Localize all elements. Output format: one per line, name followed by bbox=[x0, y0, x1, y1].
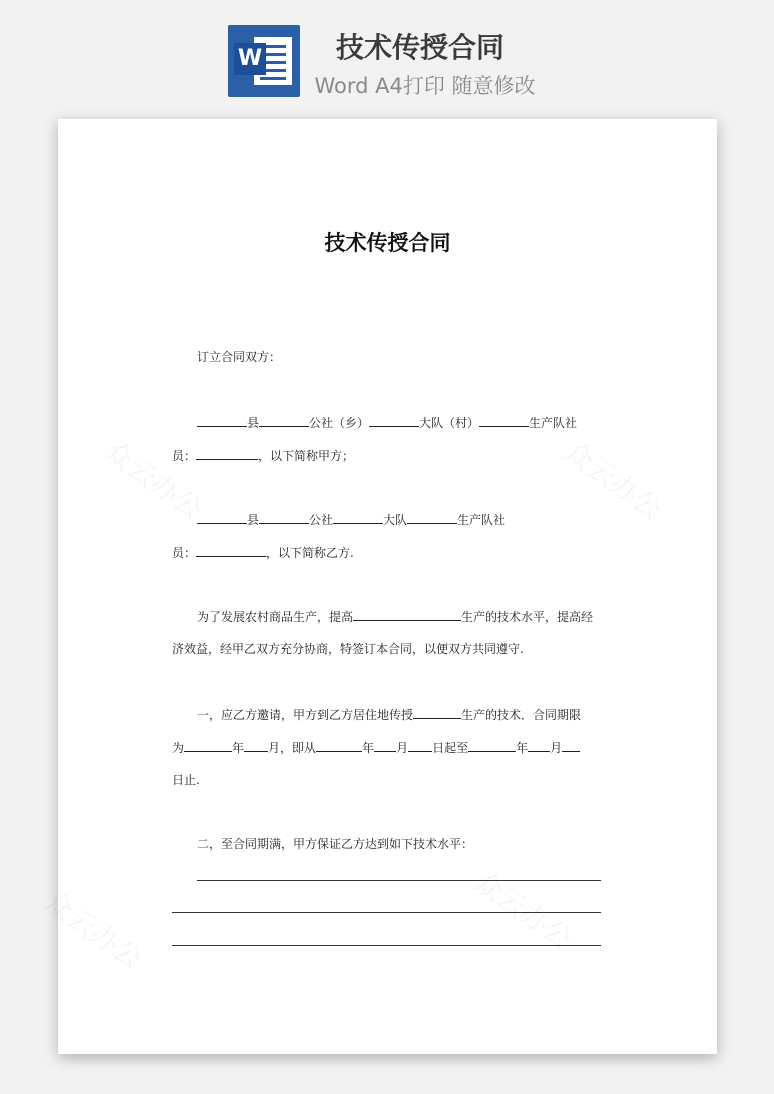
party-a-line-2: 员： ，以下简称甲方； bbox=[172, 449, 355, 463]
party-a-line-1: 县 公社（乡） 大队（村） 生产队社 bbox=[197, 414, 577, 431]
clause-2-line-1: 二，至合同期满，甲方保证乙方达到如下技术水平： bbox=[197, 837, 474, 851]
document-page bbox=[58, 119, 717, 1054]
blank-line-3 bbox=[172, 945, 601, 946]
watermark bbox=[97, 430, 212, 527]
party-b-line-1: 县 公社 大队 生产队社 bbox=[197, 511, 505, 528]
blank-line-2 bbox=[172, 912, 601, 913]
watermark bbox=[467, 860, 582, 957]
watermark bbox=[557, 430, 672, 527]
clause-1-line-3: 日止. bbox=[172, 773, 200, 787]
party-b-line-2: 员： ，以下简称乙方. bbox=[172, 546, 354, 560]
blank-line-1 bbox=[197, 880, 601, 881]
parties-intro: 订立合同双方： bbox=[197, 350, 282, 364]
word-letter-badge: W bbox=[234, 43, 266, 75]
purpose-line-2: 济效益，经甲乙双方充分协商，特签订本合同，以便双方共同遵守. bbox=[172, 642, 524, 656]
header-subtitle: Word A4打印 随意修改 bbox=[314, 74, 536, 98]
clause-1-line-2: 为 年 月，即从 年 月 日起至 年 月 bbox=[172, 739, 580, 756]
clause-1-line-1: 一，应乙方邀请，甲方到乙方居住地传授 生产的技术．合同期限 bbox=[197, 708, 582, 722]
watermark bbox=[37, 880, 152, 977]
page-header bbox=[0, 0, 774, 110]
purpose-line-1: 为了发展农村商品生产，提高 生产的技术水平，提高经 bbox=[197, 610, 594, 624]
word-logo-icon bbox=[228, 25, 300, 97]
document-title: 技术传授合同 bbox=[324, 231, 451, 255]
header-title: 技术传授合同 bbox=[335, 31, 504, 64]
